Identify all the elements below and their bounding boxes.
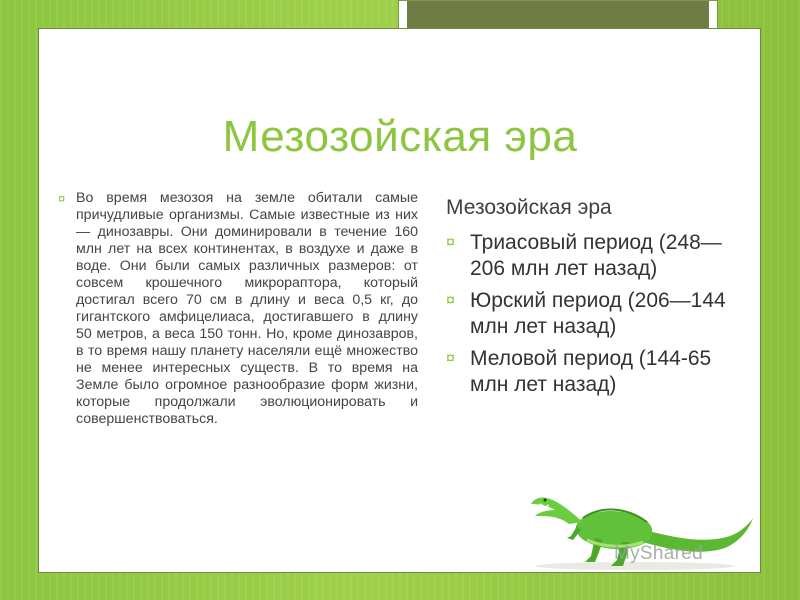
bullet-icon: ¤ [58, 191, 66, 206]
period-item-jurassic [446, 288, 746, 340]
period-label: Меловой период (144-65 млн лет назад) [470, 347, 712, 396]
bullet-icon: ¤ [446, 234, 455, 251]
bullet-icon: ¤ [446, 292, 455, 309]
period-label: Юрский период (206—144 млн лет назад) [470, 289, 726, 338]
body-paragraph: Во время мезозоя на земле обитали самые причудливые организмы. Самые известные из них — динозавры. Они доминировали в течение 160 млн лет на всех континентах, в воздухе и даже в воде. Они были самых различных размеров: от совсем крошечного микрораптора, который достигал всего 70 см в длину и веса 0,5 кг, до гигантского амфицелиаса, достигавшего в длину 50 метров, а веса 150 тонн. Но, кроме динозавров, в то время нашу планету населяли ещё множество не менее интересных существ. В то время на Земле было огромное разнообразие форм жизни, которые продолжали эволюционировать и совершенствоваться. [76, 190, 418, 427]
period-list [446, 230, 746, 404]
period-item-triassic [446, 230, 746, 282]
bullet-icon: ¤ [446, 350, 455, 367]
left-text-block [58, 190, 418, 428]
period-item-cretaceous [446, 346, 746, 398]
watermark: MyShared [614, 543, 703, 564]
right-heading: Мезозойская эра [446, 196, 612, 219]
period-label: Триасовый период (248—206 млн лет назад) [470, 231, 722, 280]
slide-title: Мезозойская эра [222, 112, 578, 161]
